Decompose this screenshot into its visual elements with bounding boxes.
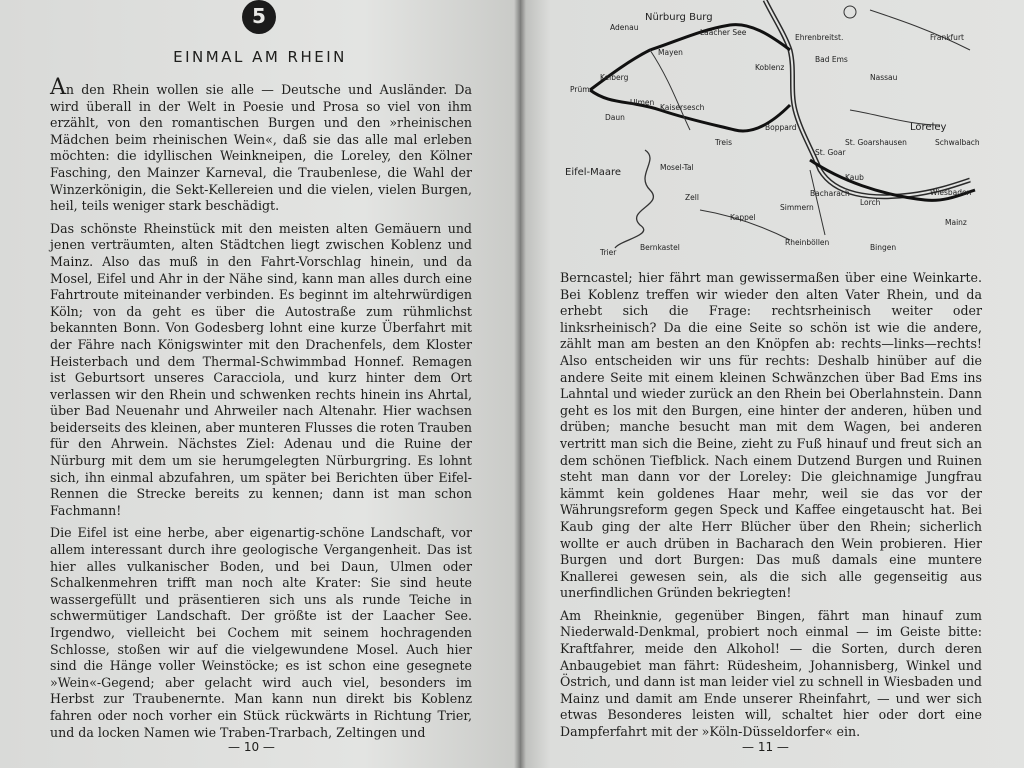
dropcap: A xyxy=(50,75,66,100)
svg-text:Nassau: Nassau xyxy=(870,73,898,82)
paragraph: An den Rhein wollen sie alle — Deutsche und Ausländer. Da wird überall in der Welt in Poesie und Prosa so viel von ihm erzählt, von den romantischen Burgen und den »rheinischen Mädchen beim rheinischen Wein«, daß sie das alle mal erleben möchten: die idyllischen Weinkneipen, die Loreley, den Kölner Fasching, den Mainzer Karneval, die Traubenlese, die Wahl der Winzerkönigin, die Sekt-Kellereien und die vielen, vielen Burgen, heil, teils weniger stark beschädigt. xyxy=(50,75,472,214)
svg-text:Laacher See: Laacher See xyxy=(700,28,747,37)
svg-text:Adenau: Adenau xyxy=(610,23,639,32)
svg-text:Kaub: Kaub xyxy=(845,173,864,182)
svg-text:Mainz: Mainz xyxy=(945,218,967,227)
paragraph: Berncastel; hier fährt man gewissermaßen über eine Weinkarte. Bei Koblenz treffen wir wieder den alten Vater Rhein, und da erhebt sich die Frage: rechtsrheinisch weiter oder linksrheinisch? Da die eine Seite so schön ist wie die andere, zählt man am besten an den Knöpfen ab: rechts—links—rechts! Also entscheiden wir uns für rechts: Deshalb hinüber auf die andere Seite mit einem kleinen Schwänzchen über Bad Ems ins Lahntal und wieder zurück an den Rhein bei Oberlahnstein. Dann geht es los mit den Burgen, eine hinter der anderen, hüben und drüben; manche besucht man mit dem Wagen, bei anderen vertritt man sich die Beine, zieht zu Fuß hinauf und freut sich an dem schönen Tiefblick. Nach einem Dutzend Burgen und Ruinen steht man dann vor der Loreley: Die gleichnamige Jungfrau kämmt kein goldenes Haar mehr, weil sie das vor der Währungsreform gegen Speck und Kaffee eingetauscht hat. Bei Kaub ging der alte Herr Blücher über den Rhein; sicherlich wollte er auch drüben in Bacharach den Wein probieren. Hier Burgen und dort Burgen: Das muß damals eine muntere Knallerei gewesen sein, als die sich alle gegenseitig aus unerfindlichen Gründen bekriegten! xyxy=(560,270,982,601)
page-number: — 10 — xyxy=(228,740,275,754)
paragraph: Die Eifel ist eine herbe, aber eigenartig-schöne Landschaft, vor allem interessant durch ihre geologische Vergangenheit. Das ist hier alles vulkanischer Boden, und bei Daun, Ulmen oder Schalkenmehren trifft man noch alte Krater: Sie sind heute wassergefüllt und präsentieren sich uns als runde Teiche in schwermütiger Landschaft. Der größte ist der Laacher See. Irgendwo, vielleicht bei Cochem mit seinem hochragenden Schlosse, stoßen wir auf die vielgewundene Mosel. Auch hier sind die Hänge voller Weinstöcke; es ist schon eine gesegnete »Wein«-Gegend; aber gelacht wird auch viel, besonders im Herbst zur Traubenernte. Man kann nun direkt bis Koblenz fahren oder noch vorher ein Stück rückwärts in Richtung Trier, und da locken Namen wie Traben-Trarbach, Zeltingen und xyxy=(50,525,472,740)
svg-text:Schwalbach: Schwalbach xyxy=(935,138,980,147)
page-number: — 11 — xyxy=(742,740,789,754)
route-map xyxy=(550,0,996,255)
svg-text:Boppard: Boppard xyxy=(765,123,797,132)
svg-text:Lorch: Lorch xyxy=(860,198,881,207)
svg-text:Prüm: Prüm xyxy=(570,85,590,94)
svg-text:Simmern: Simmern xyxy=(780,203,814,212)
svg-text:St. Goarshausen: St. Goarshausen xyxy=(845,138,907,147)
svg-text:Mosel-Tal: Mosel-Tal xyxy=(660,163,694,172)
svg-text:Nürburg Burg: Nürburg Burg xyxy=(645,12,713,23)
svg-text:Ehrenbreitst.: Ehrenbreitst. xyxy=(795,33,844,42)
chapter-number-badge: 5 xyxy=(242,0,276,34)
svg-text:Zell: Zell xyxy=(685,193,699,202)
svg-text:Bingen: Bingen xyxy=(870,243,897,252)
svg-text:Kaisersesch: Kaisersesch xyxy=(660,103,705,112)
svg-text:Wiesbaden: Wiesbaden xyxy=(930,188,972,197)
svg-text:Koblenz: Koblenz xyxy=(755,63,785,72)
svg-text:Bernkastel: Bernkastel xyxy=(640,243,680,252)
right-page xyxy=(520,0,1024,768)
svg-text:Loreley: Loreley xyxy=(910,122,947,133)
svg-text:Bad Ems: Bad Ems xyxy=(815,55,848,64)
svg-text:Kelberg: Kelberg xyxy=(600,73,629,82)
left-body-text xyxy=(50,75,472,747)
svg-text:St. Goar: St. Goar xyxy=(815,148,846,157)
svg-text:Trier: Trier xyxy=(600,248,617,255)
svg-text:Eifel-Maare: Eifel-Maare xyxy=(565,167,622,178)
paragraph: Das schönste Rheinstück mit den meisten alten Gemäuern und jenen verträumten, alten Städtchen liegt zwischen Koblenz und Mainz. Also das muß in den Fahrt-Vorschlag hinein, und da Mosel, Eifel und Ahr in der Nähe sind, kann man alles durch eine Fahrtroute miteinander verbinden. Es beginnt im altehrwürdigen Köln; von da geht es über die Autostraße zum rühmlichst bekannten Bonn. Von Godesberg lohnt eine kurze Überfahrt mit der Fähre nach Königswinter mit den Drachenfels, dem Kloster Heisterbach und dem Thermal-Schwimmbad Honnef. Remagen ist Geburtsort unseres Caracciola, und kurz hinter dem Ort verlassen wir den Rhein und schwenken rechts hinein ins Ahrtal, über Bad Neuenahr und Ahrweiler nach Altenahr. Hier wachsen beiderseits des kleinen, aber munteren Flusses die roten Trauben für den Ahrwein. Nächstes Ziel: Adenau und die Ruine der Nürburg mit dem um sie herumgelegten Nürburgring. Es lohnt sich, ihn einmal abzufahren, um später bei Berichten über Eifel-Rennen die Strecke bereits zu kennen; dann ist man schon Fachmann! xyxy=(50,220,472,518)
svg-text:Daun: Daun xyxy=(605,113,625,122)
svg-text:Kappel: Kappel xyxy=(730,213,756,222)
svg-text:Rheinböllen: Rheinböllen xyxy=(785,238,830,247)
paragraph: Am Rheinknie, gegenüber Bingen, fährt man hinauf zum Niederwald-Denkmal, probiert noch einmal — im Geiste bitte: Kraftfahrer, meide den Alkohol! — die Sorten, durch deren Anbaugebiet man fährt: Rüdesheim, Johannisberg, Winkel und Östrich, und dann ist man leider viel zu schnell in Wiesbaden und Mainz und damit am Ende unserer Rheinfahrt, — und wer sich etwas Besonderes leisten will, schaltet hier oder dort eine Dampferfahrt mit der »Köln-Düsseldorfer« ein. xyxy=(560,607,982,740)
right-body-text xyxy=(560,270,982,747)
svg-text:Ulmen: Ulmen xyxy=(630,98,655,107)
svg-text:Treis: Treis xyxy=(715,138,733,147)
svg-text:Bacharach: Bacharach xyxy=(810,189,850,198)
chapter-title: EINMAL AM RHEIN xyxy=(173,48,347,66)
svg-text:Mayen: Mayen xyxy=(658,48,683,57)
svg-text:Frankfurt: Frankfurt xyxy=(930,33,964,42)
book-gutter xyxy=(514,0,526,768)
